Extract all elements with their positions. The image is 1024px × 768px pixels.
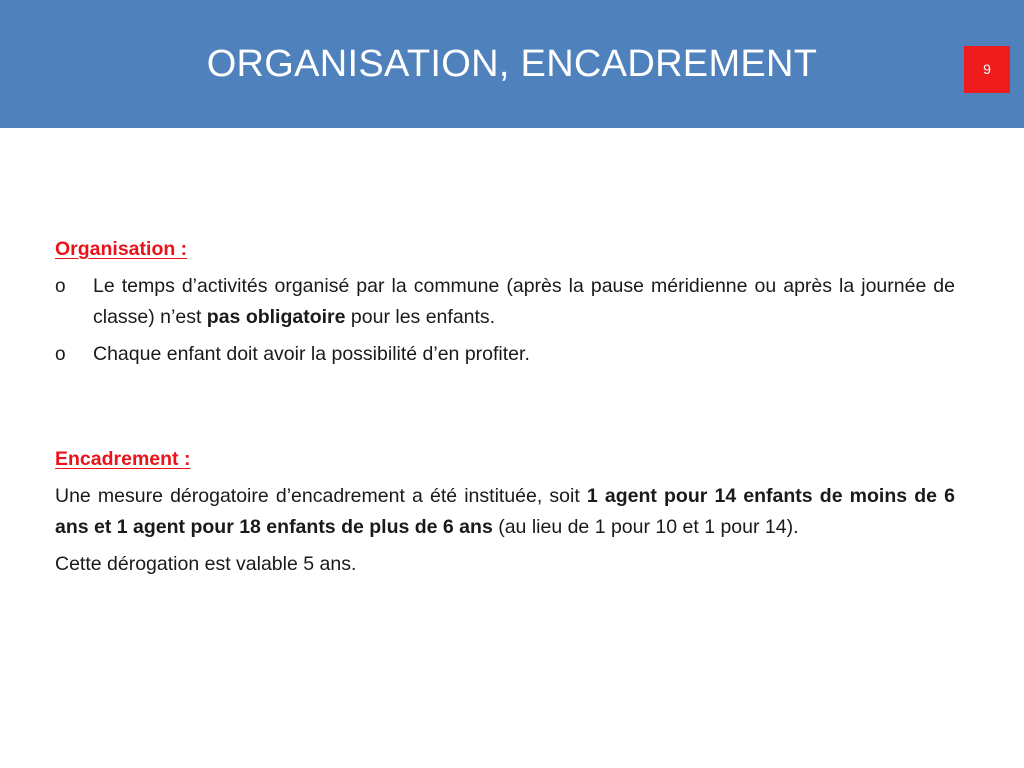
encadrement-paragraph [55, 481, 955, 543]
bullet-text: pour les enfants. [345, 306, 496, 328]
paragraph-bold-text: 1 agent pour 14 enfants de moins de 6 ans et 1 agent pour 18 enfants de plus de 6 ans [55, 485, 955, 538]
list-item [55, 271, 955, 333]
validity-paragraph: Cette dérogation est valable 5 ans. [55, 553, 357, 575]
organisation-bullet-list [55, 271, 955, 370]
list-item [55, 339, 955, 370]
title-banner [0, 0, 1024, 128]
hollow-circle-bullet-icon: o [55, 276, 66, 297]
hollow-circle-bullet-icon: o [55, 344, 66, 365]
slide-title: ORGANISATION, ENCADREMENT [206, 43, 818, 85]
encadrement-heading: Encadrement : [55, 448, 191, 470]
slide-number-badge: 9 [964, 46, 1010, 93]
bullet-text: Chaque enfant doit avoir la possibilité d’en profiter. [93, 343, 530, 365]
organisation-heading: Organisation : [55, 238, 188, 260]
paragraph-text: Une mesure dérogatoire d’encadrement a été instituée, soit [55, 485, 587, 507]
slide-content [55, 234, 955, 586]
paragraph-text: (au lieu de 1 pour 10 et 1 pour 14). [492, 516, 799, 538]
bullet-text: Le temps d’activités organisé par la commune (après la pause méridienne ou après la journée de classe) n’est [93, 275, 955, 328]
section-spacer [55, 376, 955, 444]
bullet-bold-text: pas obligatoire [206, 306, 346, 328]
